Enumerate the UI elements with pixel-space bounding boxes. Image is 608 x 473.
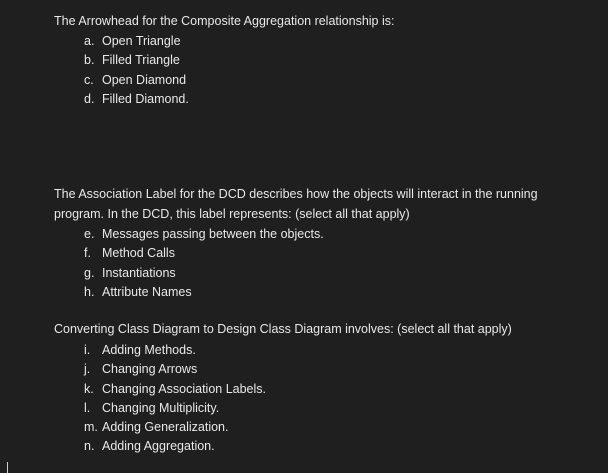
- option-h-text: Attribute Names: [102, 284, 192, 299]
- question-1-prompt: The Arrowhead for the Composite Aggregation relationship is:: [54, 14, 395, 28]
- question-1-options: [54, 32, 189, 109]
- option-i-marker: i.: [84, 343, 91, 357]
- text-cursor: [7, 462, 8, 473]
- option-g-marker: g.: [84, 265, 95, 280]
- question-2-options: [54, 225, 324, 302]
- option-e-text: Messages passing between the objects.: [102, 227, 324, 241]
- option-l: [54, 399, 266, 418]
- option-d-marker: d.: [84, 91, 95, 106]
- option-k: [54, 380, 266, 399]
- question-2-prompt: The Association Label for the DCD describes how the objects will interact in the running program. In the DCD, this label represents: (select all that apply): [54, 187, 538, 221]
- option-b: [54, 51, 189, 70]
- option-d-text: Filled Diamond.: [102, 91, 189, 106]
- option-b-text: Filled Triangle: [102, 53, 180, 68]
- option-c-marker: c.: [84, 72, 94, 87]
- option-m: [54, 418, 266, 437]
- option-i-text: Adding Methods.: [102, 343, 196, 357]
- option-c: [54, 71, 189, 90]
- option-n-marker: n.: [84, 439, 95, 454]
- option-c-text: Open Diamond: [102, 72, 187, 87]
- option-f-marker: f.: [84, 246, 91, 261]
- option-k-marker: k.: [84, 381, 94, 396]
- option-h-marker: h.: [84, 284, 95, 299]
- option-e: [54, 225, 324, 244]
- question-3-options: [54, 341, 266, 457]
- option-f-text: Method Calls: [102, 246, 175, 261]
- option-f: [54, 244, 324, 263]
- option-a-text: Open Triangle: [102, 34, 181, 48]
- question-3-prompt: Converting Class Diagram to Design Class Diagram involves: (select all that apply): [54, 322, 512, 336]
- option-n: [54, 437, 266, 456]
- option-h: [54, 283, 324, 302]
- option-j-text: Changing Arrows: [102, 362, 198, 377]
- option-n-text: Adding Aggregation.: [102, 439, 215, 454]
- option-l-text: Changing Multiplicity.: [102, 400, 220, 415]
- option-a: [54, 32, 189, 51]
- option-k-text: Changing Association Labels.: [102, 381, 267, 396]
- option-m-marker: m.: [84, 420, 98, 435]
- option-e-marker: e.: [84, 227, 95, 241]
- option-j-marker: j.: [84, 362, 91, 377]
- option-d: [54, 90, 189, 109]
- option-m-text: Adding Generalization.: [102, 420, 229, 435]
- option-g: [54, 264, 324, 283]
- option-j: [54, 360, 266, 379]
- option-l-marker: l.: [84, 400, 91, 415]
- option-a-marker: a.: [84, 34, 95, 48]
- option-b-marker: b.: [84, 53, 95, 68]
- option-g-text: Instantiations: [102, 265, 176, 280]
- option-i: [54, 341, 266, 360]
